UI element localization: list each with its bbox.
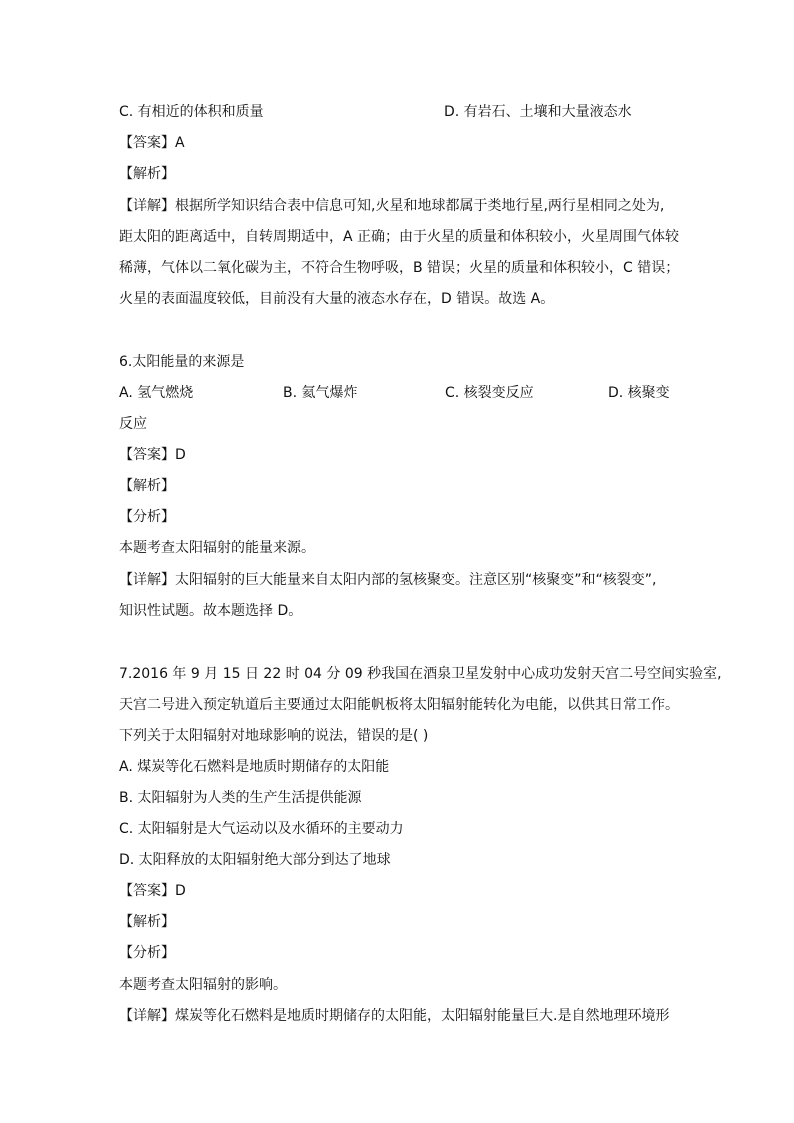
q6-fenxi-heading: 【分析】 — [119, 509, 175, 525]
q5-analysis-heading: 【解析】 — [119, 166, 175, 182]
q5-option-d: D. 有岩石、土壤和大量液态水 — [444, 104, 632, 120]
q7-answer: 【答案】D — [119, 883, 186, 899]
q6-stem: 6.太阳能量的来源是 — [119, 354, 245, 370]
q7-fenxi-text: 本题考查太阳辐射的影响。 — [119, 977, 287, 993]
q7-option-d: D. 太阳释放的太阳辐射绝大部分到达了地球 — [119, 852, 391, 868]
q5-detail-line: 火星的表面温度较低，目前没有大量的液态水存在，D 错误。故选 A。 — [119, 291, 555, 307]
q7-detail-line: 【详解】煤炭等化石燃料是地质时期储存的太阳能，太阳辐射能量巨大.是自然地理环境形 — [119, 1008, 670, 1024]
q5-answer: 【答案】A — [119, 135, 185, 151]
q6-option-c: C. 核裂变反应 — [445, 385, 534, 401]
q5-detail-line: 【详解】根据所学知识结合表中信息可知,火星和地球都属于类地行星,两行星相同之处为, — [119, 198, 665, 214]
q7-analysis-heading: 【解析】 — [119, 914, 175, 930]
q5-option-c: C. 有相近的体积和质量 — [119, 104, 264, 120]
q6-answer: 【答案】D — [119, 447, 186, 463]
q6-option-d-continuation: 反应 — [119, 416, 147, 432]
q6-option-a: A. 氢气燃烧 — [119, 385, 194, 401]
q7-fenxi-heading: 【分析】 — [119, 945, 175, 961]
q6-option-b: B. 氦气爆炸 — [283, 385, 358, 401]
q7-option-b: B. 太阳辐射为人类的生产生活提供能源 — [119, 790, 362, 806]
q7-stem-line: 7.2016 年 9 月 15 日 22 时 04 分 09 秒我国在酒泉卫星发射中心成功发射天宫二号空间实验室, — [119, 666, 722, 682]
q7-option-a: A. 煤炭等化石燃料是地质时期储存的太阳能 — [119, 759, 390, 775]
q6-detail-line: 知识性试题。故本题选择 D。 — [119, 603, 303, 619]
q7-stem-line: 下列关于太阳辐射对地球影响的说法，错误的是( ) — [119, 728, 429, 744]
q5-detail-line: 距太阳的距离适中，自转周期适中，A 正确；由于火星的质量和体积较小，火星周围气体较 — [119, 229, 680, 245]
q7-option-c: C. 太阳辐射是大气运动以及水循环的主要动力 — [119, 821, 404, 837]
q6-detail-line: 【详解】太阳辐射的巨大能量来自太阳内部的氢核聚变。注意区别“核聚变”和“核裂变”, — [119, 572, 657, 588]
q5-detail-line: 稀薄，气体以二氧化碳为主，不符合生物呼吸，B 错误；火星的质量和体积较小，C 错误； — [119, 260, 680, 276]
q6-option-d: D. 核聚变 — [608, 385, 670, 401]
q7-stem-line: 天宫二号进入预定轨道后主要通过太阳能帆板将太阳辐射能转化为电能，以供其日常工作。 — [119, 697, 679, 713]
q6-fenxi-text: 本题考查太阳辐射的能量来源。 — [119, 540, 315, 556]
q6-analysis-heading: 【解析】 — [119, 478, 175, 494]
